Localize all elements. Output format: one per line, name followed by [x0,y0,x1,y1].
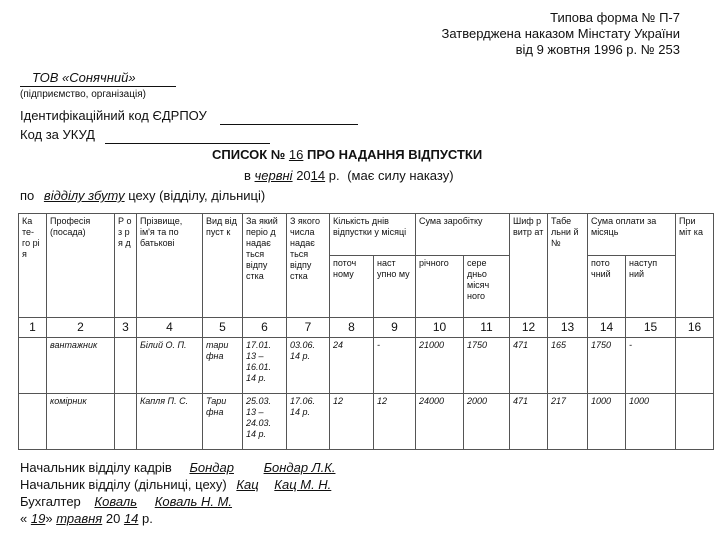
row-category [19,338,47,394]
date-day: 19 [30,511,46,526]
col-payment-current: пото чний [588,256,626,318]
row-tab-number: 165 [548,338,588,394]
col-number: 5 [203,318,243,338]
row-vacation-type: тари фна [203,338,243,394]
row-monthly: 1750 [464,338,510,394]
col-number: 12 [510,318,548,338]
col-category: Ка те- го рі я [19,214,47,318]
col-number: 13 [548,318,588,338]
row-days-current: 24 [330,338,374,394]
form-approval: Затверджена наказом Мінстату України [441,26,680,41]
hr-signature: Бондар [189,460,234,475]
vacation-table [18,213,714,450]
col-earnings: Сума заробітку [416,214,510,256]
date-month: травня [56,511,103,526]
ukud-label: Код за УКУД [20,127,95,142]
edrpou-blank [220,108,358,125]
header-row-1 [19,214,714,256]
col-number: 7 [287,318,330,338]
accountant-name: Коваль Н. М. [154,494,233,509]
col-days: Кількість днів відпустки у місяці [330,214,416,256]
col-number: 8 [330,318,374,338]
row-category [19,394,47,450]
col-earnings-annual: річного [416,256,464,318]
org-name: ТОВ «Сонячний» [32,70,136,85]
col-cost-code: Шиф р витр ат [510,214,548,318]
row-vacation-type: Тари фна [203,394,243,450]
org-name-line [20,70,176,87]
table-row [19,338,714,394]
row-annual: 24000 [416,394,464,450]
row-pay-next: - [626,338,676,394]
title-month: червні [254,168,293,183]
row-pay-current: 1000 [588,394,626,450]
dept-by: по [20,188,35,203]
row-pay-current: 1750 [588,338,626,394]
table-row [19,394,714,450]
row-period: 17.01. 13 – 16.01. 14 р. [243,338,287,394]
hr-label: Начальник відділу кадрів [20,460,172,475]
title-year: 14 [310,168,326,183]
col-days-next: наст упно му [374,256,416,318]
row-annual: 21000 [416,338,464,394]
col-number: 2 [47,318,115,338]
col-number: 9 [374,318,416,338]
row-position: вантажник [47,338,115,394]
row-position: комірник [47,394,115,450]
row-grade [115,394,137,450]
list-title [212,147,482,163]
form-header [441,10,680,58]
dept-tail: цеху (відділу, дільниці) [128,188,266,203]
col-note: При міт ка [676,214,714,318]
col-vacation-type: Вид від пуст к [203,214,243,318]
col-fullname: Прізвище, ім'я та по батькові [137,214,203,318]
accountant-label: Бухгалтер [20,494,81,509]
row-monthly: 2000 [464,394,510,450]
row-fullname: Білий О. П. [137,338,203,394]
date-tail: р. [142,511,153,526]
title-in: в [244,168,251,183]
list-number: 16 [288,147,304,162]
row-tab-number: 217 [548,394,588,450]
title-period [244,168,454,184]
row-note [676,338,714,394]
title-year-tail: р. [328,168,340,183]
col-number: 6 [243,318,287,338]
col-number: 4 [137,318,203,338]
title-year-prefix: 20 [296,168,311,183]
row-start-date: 17.06. 14 р. [287,394,330,450]
date-open-quote: « [20,511,28,526]
accountant-signature-row [20,494,232,510]
column-numbers-row [19,318,714,338]
hr-name: Бондар Л.К. [263,460,336,475]
form-type: Типова форма № П-7 [550,10,680,25]
col-grade: Р о з р я д [115,214,137,318]
col-number: 3 [115,318,137,338]
col-payment-next: наступ ний [626,256,676,318]
head-signature: Кац [236,477,259,492]
col-number: 11 [464,318,510,338]
title-suffix: ПРО НАДАННЯ ВІДПУСТКИ [307,147,483,162]
hr-signature-row [20,460,335,476]
row-days-current: 12 [330,394,374,450]
head-label: Начальник відділу (дільниці, цеху) [20,477,227,492]
row-days-next: - [374,338,416,394]
row-days-next: 12 [374,394,416,450]
row-grade [115,338,137,394]
date-row [20,511,153,527]
row-fullname: Капля П. С. [137,394,203,450]
col-period: За який періо д надає ться відпу стка [243,214,287,318]
form-approval-date: від 9 жовтня 1996 р. № 253 [515,42,680,57]
row-period: 25.03. 13 – 24.03. 14 р. [243,394,287,450]
col-position: Професія (посада) [47,214,115,318]
title-prefix: СПИСОК № [212,147,286,162]
col-number: 14 [588,318,626,338]
department-row [20,188,265,204]
row-start-date: 03.06. 14 р. [287,338,330,394]
col-number: 10 [416,318,464,338]
org-caption: (підприємство, організація) [20,89,146,100]
col-start-date: З якого числа надає ться відпу стка [287,214,330,318]
col-earnings-monthly: сере дньо місяч ного [464,256,510,318]
row-note [676,394,714,450]
accountant-signature: Коваль [94,494,138,509]
row-cost-code: 471 [510,394,548,450]
department-name: відділу збуту [43,188,125,203]
col-number: 16 [676,318,714,338]
row-pay-next: 1000 [626,394,676,450]
ukud-blank [105,127,270,144]
head-name: Кац М. Н. [274,477,332,492]
edrpou-label: Ідентифікаційний код ЄДРПОУ [20,108,207,123]
title-note: (має силу наказу) [347,168,454,183]
ukud-row [20,127,270,144]
col-number: 15 [626,318,676,338]
col-payment: Сума оплати за місяць [588,214,676,256]
col-tab-number: Табе льни й № [548,214,588,318]
row-cost-code: 471 [510,338,548,394]
head-signature-row [20,477,331,493]
edrpou-row [20,108,358,125]
col-number: 1 [19,318,47,338]
date-year: 14 [123,511,139,526]
date-close-quote: » [45,511,53,526]
col-days-current: поточ ному [330,256,374,318]
date-year-prefix: 20 [105,511,121,526]
